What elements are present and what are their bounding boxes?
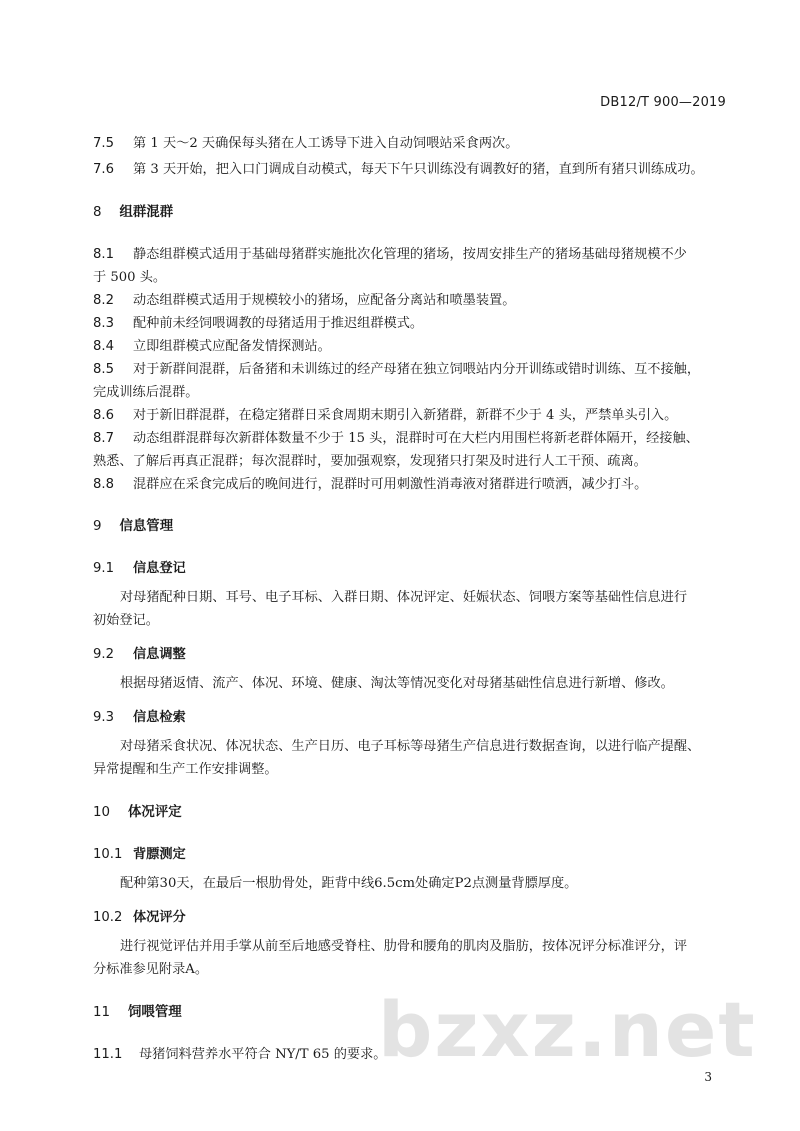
clause-7-5 <box>93 132 518 151</box>
paragraph-10-1: 配种第30天，在最后一根肋骨处，距背中线6.5cm处确定P2点测量背膘厚度。 <box>120 876 578 891</box>
clause-text: 第 1 天～2 天确保每头猪在人工诱导下进入自动饲喂站采食两次。 <box>133 136 519 151</box>
section-title: 体况评定 <box>128 805 182 820</box>
paragraph-10-2: 进行视觉评估并用手掌从前至后地感受脊柱、肋骨和腰角的肌肉及脂肪，按体况评分标准评分，评 <box>120 939 688 954</box>
subsection-heading-9-3 <box>93 706 186 725</box>
subsection-heading-9-1 <box>93 557 186 576</box>
section-number: 9 <box>93 519 102 534</box>
clause-11-1 <box>93 1043 386 1062</box>
subsection-number: 9.1 <box>93 561 114 576</box>
subsection-number: 9.2 <box>93 647 114 662</box>
section-title: 组群混群 <box>119 205 174 220</box>
section-title: 信息管理 <box>119 519 174 534</box>
section-number: 11 <box>93 1005 111 1020</box>
clause-8-8 <box>93 473 647 492</box>
clause-text: 对于新群间混群，后备猪和未训练过的经产母猪在独立饲喂站内分开训练或错时训练、互不接触， <box>133 362 701 377</box>
section-heading-10 <box>93 801 182 820</box>
paragraph-9-3-continuation: 异常提醒和生产工作安排调整。 <box>93 762 278 777</box>
subsection-title: 信息检索 <box>133 710 186 725</box>
section-heading-11 <box>93 1001 182 1020</box>
clause-text: 对于新旧群混群，在稳定猪群日采食周期末期引入新猪群，新群不少于 4 头，严禁单头引入。 <box>133 408 678 423</box>
subsection-title: 背膘测定 <box>133 847 186 862</box>
paragraph-9-1: 对母猪配种日期、耳号、电子耳标、入群日期、体况评定、妊娠状态、饲喂方案等基础性信息进行 <box>120 590 688 605</box>
section-heading-9 <box>93 515 173 534</box>
clause-7-6 <box>93 158 704 177</box>
clause-number: 7.5 <box>93 136 114 151</box>
clause-number: 8.5 <box>93 362 114 377</box>
clause-number: 8.3 <box>93 316 114 331</box>
subsection-number: 9.3 <box>93 710 114 725</box>
subsection-number: 10.1 <box>93 847 123 862</box>
paragraph-9-1-continuation: 初始登记。 <box>93 613 159 628</box>
clause-text: 动态组群混群每次新群体数量不少于 15 头，混群时可在大栏内用围栏将新老群体隔开，经接触、 <box>133 431 699 446</box>
clause-text: 立即组群模式应配备发情探测站。 <box>133 339 331 354</box>
standard-number: DB12/T 900—2019 <box>600 95 726 110</box>
section-heading-8 <box>93 201 173 220</box>
clause-8-5 <box>93 358 700 377</box>
section-number: 8 <box>93 205 102 220</box>
clause-8-7-continuation: 熟悉、了解后再真正混群；每次混群时，要加强观察，发现猪只打架及时进行人工干预、疏离。 <box>93 454 647 469</box>
clause-text: 混群应在采食完成后的晚间进行，混群时可用刺激性消毒液对猪群进行喷洒，减少打斗。 <box>133 477 648 492</box>
clause-8-7 <box>93 427 699 446</box>
clause-text: 第 3 天开始，把入口门调成自动模式，每天下午只训练没有调教好的猪，直到所有猪只训练成功。 <box>133 162 704 177</box>
clause-number: 7.6 <box>93 162 114 177</box>
subsection-title: 信息登记 <box>133 561 186 576</box>
subsection-title: 体况评分 <box>133 910 186 925</box>
clause-number: 8.8 <box>93 477 114 492</box>
clause-text: 配种前未经饲喂调教的母猪适用于推迟组群模式。 <box>133 316 424 331</box>
clause-number: 8.1 <box>93 247 114 262</box>
clause-8-2 <box>93 289 515 308</box>
section-number: 10 <box>93 805 111 820</box>
clause-number: 8.2 <box>93 293 114 308</box>
clause-8-5-continuation: 完成训练后混群。 <box>93 385 199 400</box>
paragraph-9-2: 根据母猪返情、流产、体况、环境、健康、淘汰等情况变化对母猪基础性信息进行新增、修改。 <box>120 676 674 691</box>
section-title: 饲喂管理 <box>128 1005 182 1020</box>
clause-number: 11.1 <box>93 1047 123 1062</box>
clause-number: 8.6 <box>93 408 114 423</box>
clause-8-3 <box>93 312 423 331</box>
clause-text: 母猪饲料营养水平符合 NY/T 65 的要求。 <box>139 1047 387 1062</box>
clause-8-6 <box>93 404 677 423</box>
clause-8-4 <box>93 335 331 354</box>
clause-number: 8.4 <box>93 339 114 354</box>
subsection-heading-10-1 <box>93 843 186 862</box>
subsection-number: 10.2 <box>93 910 123 925</box>
clause-8-1-continuation: 于 500 头。 <box>93 270 167 285</box>
paragraph-9-3: 对母猪采食状况、体况状态、生产日历、电子耳标等母猪生产信息进行数据查询，以进行临产提醒、 <box>120 739 701 754</box>
clause-number: 8.7 <box>93 431 114 446</box>
page-number: 3 <box>704 1070 712 1084</box>
subsection-title: 信息调整 <box>133 647 186 662</box>
clause-8-1 <box>93 243 687 262</box>
subsection-heading-10-2 <box>93 906 186 925</box>
paragraph-10-2-continuation: 分标准参见附录A。 <box>93 962 209 977</box>
clause-text: 动态组群模式适用于规模较小的猪场，应配备分离站和喷墨装置。 <box>133 293 516 308</box>
watermark: bzxz.net <box>378 985 757 1074</box>
subsection-heading-9-2 <box>93 643 186 662</box>
clause-text: 静态组群模式适用于基础母猪群实施批次化管理的猪场，按周安排生产的猪场基础母猪规模不少 <box>133 247 687 262</box>
